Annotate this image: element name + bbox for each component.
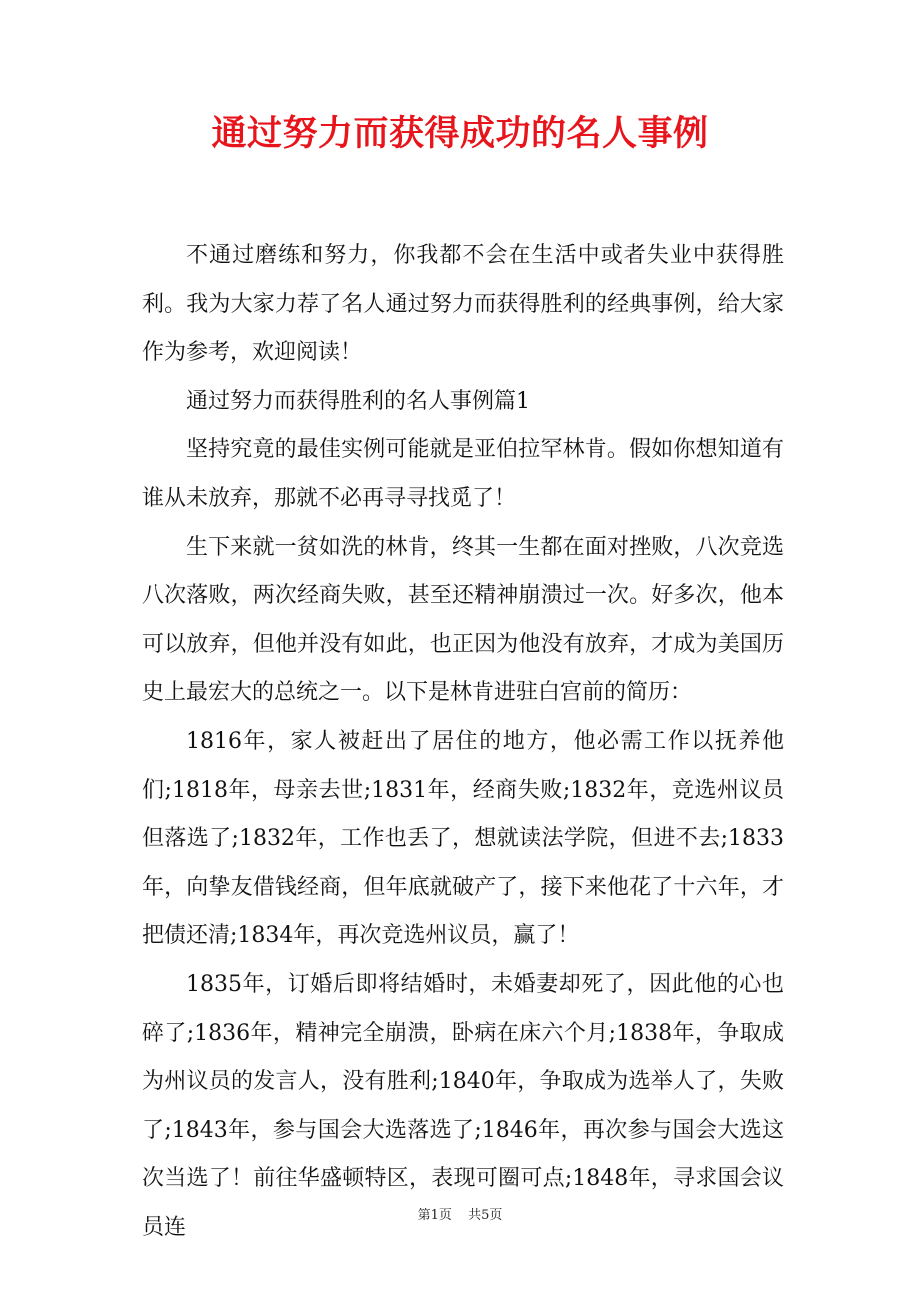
page-number: 第1页: [417, 1208, 452, 1223]
document-body: [142, 232, 784, 1252]
paragraph-timeline-2: 1835年，订婚后即将结婚时，未婚妻却死了，因此他的心也碎了;1836年，精神完全崩溃，卧病在床六个月;1838年，争取成为州议员的发言人，没有胜利;1840年，争取成为选举人了，失败了;1843年，参与国会大选落选了;1846年，再次参与国会大选这次当选了！前往华盛顿特区，表现可圈可点;1848年，寻求国会议员连: [142, 971, 784, 1240]
page-total: 共5页: [468, 1208, 503, 1223]
paragraph-timeline-1: 1816年，家人被赶出了居住的地方，他必需工作以抚养他们;1818年，母亲去世;1831年，经商失败;1832年，竞选州议员但落选了;1832年，工作也丢了，想就读法学院，但进不去;1833年，向挚友借钱经商，但年底就破产了，接下来他花了十六年，才把债还清;1834年，再次竞选州议员，赢了！: [142, 728, 784, 949]
section-heading: 通过努力而获得胜利的名人事例篇1: [186, 388, 530, 414]
paragraph-lincoln-life: 生下来就一贫如洗的林肯，终其一生都在面对挫败，八次竞选八次落败，两次经商失败，甚至还精神崩溃过一次。好多次，他本可以放弃，但他并没有如此，也正因为他没有放弃，才成为美国历史上最宏大的总统之一。以下是林肯进驻白宫前的简历：: [142, 534, 784, 706]
paragraph-lincoln-intro: 坚持究竟的最佳实例可能就是亚伯拉罕林肯。假如你想知道有谁从未放弃，那就不必再寻寻找觅了！: [142, 437, 784, 511]
document-title: 通过努力而获得成功的名人事例: [211, 113, 709, 154]
paragraph-intro: 不通过磨练和努力，你我都不会在生活中或者失业中获得胜利。我为大家力荐了名人通过努力而获得胜利的经典事例，给大家作为参考，欢迎阅读！: [142, 243, 784, 366]
page-footer: [0, 1206, 920, 1226]
